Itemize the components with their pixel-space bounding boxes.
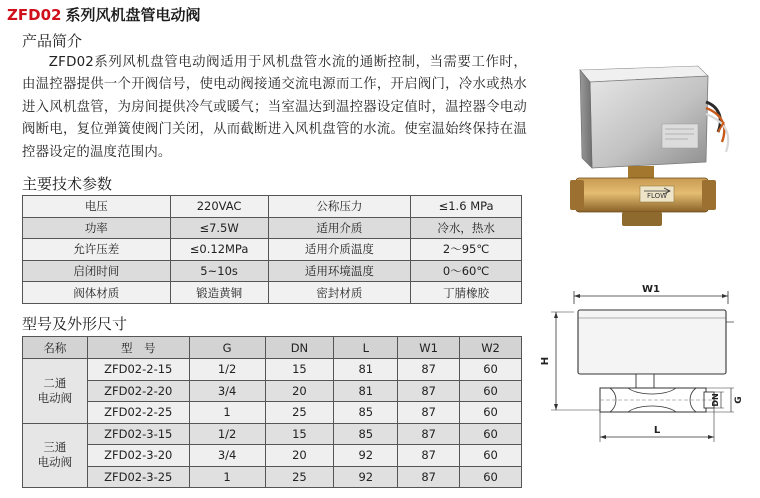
spec-value: ≤0.12MPa	[170, 239, 268, 261]
table-row	[23, 380, 522, 402]
model-cell: ZFD02-2-25	[87, 402, 189, 424]
page-title	[7, 4, 200, 25]
spec-value: ≤1.6 MPa	[411, 196, 522, 218]
l-cell: 92	[334, 466, 398, 488]
g-cell: 1	[189, 402, 265, 424]
table-row	[23, 445, 522, 467]
model-cell: ZFD02-2-15	[87, 359, 189, 381]
dn-cell: 20	[265, 380, 334, 402]
spec-value: 220VAC	[170, 196, 268, 218]
w1-cell: 87	[398, 380, 460, 402]
valve-photo	[566, 62, 744, 237]
w1-dimension-label: W1	[642, 284, 660, 295]
column-header: 名称	[23, 337, 88, 359]
w1-cell: 87	[398, 402, 460, 424]
g-cell: 1/2	[189, 359, 265, 381]
spec-value: 冷水，热水	[411, 217, 522, 239]
spec-label: 启闭时间	[23, 260, 171, 282]
w1-cell: 87	[398, 359, 460, 381]
l-cell: 85	[334, 402, 398, 424]
group-name	[23, 359, 88, 424]
w1-cell: 87	[398, 466, 460, 488]
table-row	[23, 423, 522, 445]
w2-cell: 60	[460, 402, 522, 424]
l-cell: 81	[334, 359, 398, 381]
model-cell: ZFD02-3-20	[87, 445, 189, 467]
l-cell: 81	[334, 380, 398, 402]
dn-cell: 25	[265, 466, 334, 488]
group-name-line: 三通	[43, 440, 67, 455]
table-row	[23, 260, 522, 282]
g-cell: 3/4	[189, 380, 265, 402]
spec-label: 适用介质	[268, 217, 411, 239]
model-cell: ZFD02-3-25	[87, 466, 189, 488]
spec-value: 5~10s	[170, 260, 268, 282]
spec-value: 0～60℃	[411, 260, 522, 282]
table-row	[23, 282, 522, 304]
column-header: DN	[265, 337, 334, 359]
dimension-diagram	[538, 282, 748, 452]
column-header: G	[189, 337, 265, 359]
table-row	[23, 239, 522, 261]
l-cell: 85	[334, 423, 398, 445]
models-heading: 型号及外形尺寸	[22, 315, 128, 333]
spec-value: 锻造黄铜	[170, 282, 268, 304]
spec-label: 适用介质温度	[268, 239, 411, 261]
flow-label: FLOW	[646, 192, 668, 200]
dn-dimension-label: DN	[711, 393, 720, 407]
column-header: L	[334, 337, 398, 359]
dn-cell: 15	[265, 423, 334, 445]
table-row	[23, 217, 522, 239]
models-table	[22, 336, 522, 488]
spec-value: ≤7.5W	[170, 217, 268, 239]
w2-cell: 60	[460, 380, 522, 402]
g-cell: 1/2	[189, 423, 265, 445]
dn-cell: 20	[265, 445, 334, 467]
model-cell: ZFD02-3-15	[87, 423, 189, 445]
l-cell: 92	[334, 445, 398, 467]
g-cell: 1	[189, 466, 265, 488]
w2-cell: 60	[460, 466, 522, 488]
spec-label: 功率	[23, 217, 171, 239]
table-row	[23, 466, 522, 488]
intro-paragraph: ZFD02系列风机盘管电动阀适用于风机盘管水流的通断控制，当需要工作时，由温控器提供一个开阀信号，使电动阀接通交流电源而工作，开启阀门，冷水或热水进入风机盘管，为房间提供冷气或暖气；当室温达到温控器设定值时，温控器令电动阀断电，复位弹簧使阀门关闭，从而截断进入风机盘管的水流。使室温始终保持在温控器设定的温度范围内。	[22, 55, 527, 160]
w2-cell: 60	[460, 445, 522, 467]
table-header-row	[23, 337, 522, 359]
table-row	[23, 402, 522, 424]
dn-cell: 15	[265, 359, 334, 381]
product-name: 系列风机盘管电动阀	[65, 6, 201, 24]
table-row	[23, 196, 522, 218]
spec-value: 2～95℃	[411, 239, 522, 261]
spec-label: 电压	[23, 196, 171, 218]
h-dimension-label: H	[540, 356, 551, 366]
spec-label: 阀体材质	[23, 282, 171, 304]
g-cell: 3/4	[189, 445, 265, 467]
column-header: 型 号	[87, 337, 189, 359]
spec-label: 允许压差	[23, 239, 171, 261]
group-name-line: 电动阀	[37, 390, 73, 405]
l-dimension-label: L	[653, 425, 661, 436]
g-dimension-label: G	[734, 396, 744, 404]
w1-cell: 87	[398, 445, 460, 467]
w2-cell: 60	[460, 423, 522, 445]
specs-table	[22, 195, 522, 304]
spec-value: 丁腈橡胶	[411, 282, 522, 304]
spec-label: 密封材质	[268, 282, 411, 304]
column-header: W1	[398, 337, 460, 359]
w1-cell: 87	[398, 423, 460, 445]
spec-label: 适用环境温度	[268, 260, 411, 282]
spec-label: 公称压力	[268, 196, 411, 218]
dn-cell: 25	[265, 402, 334, 424]
group-name-line: 二通	[43, 375, 67, 390]
w2-cell: 60	[460, 359, 522, 381]
column-header: W2	[460, 337, 522, 359]
group-name-line: 电动阀	[37, 455, 73, 470]
table-row	[23, 359, 522, 381]
specs-heading: 主要技术参数	[22, 175, 113, 193]
model-cell: ZFD02-2-20	[87, 380, 189, 402]
intro-heading: 产品简介	[22, 32, 83, 50]
model-series: ZFD02	[7, 6, 62, 24]
group-name	[23, 423, 88, 488]
